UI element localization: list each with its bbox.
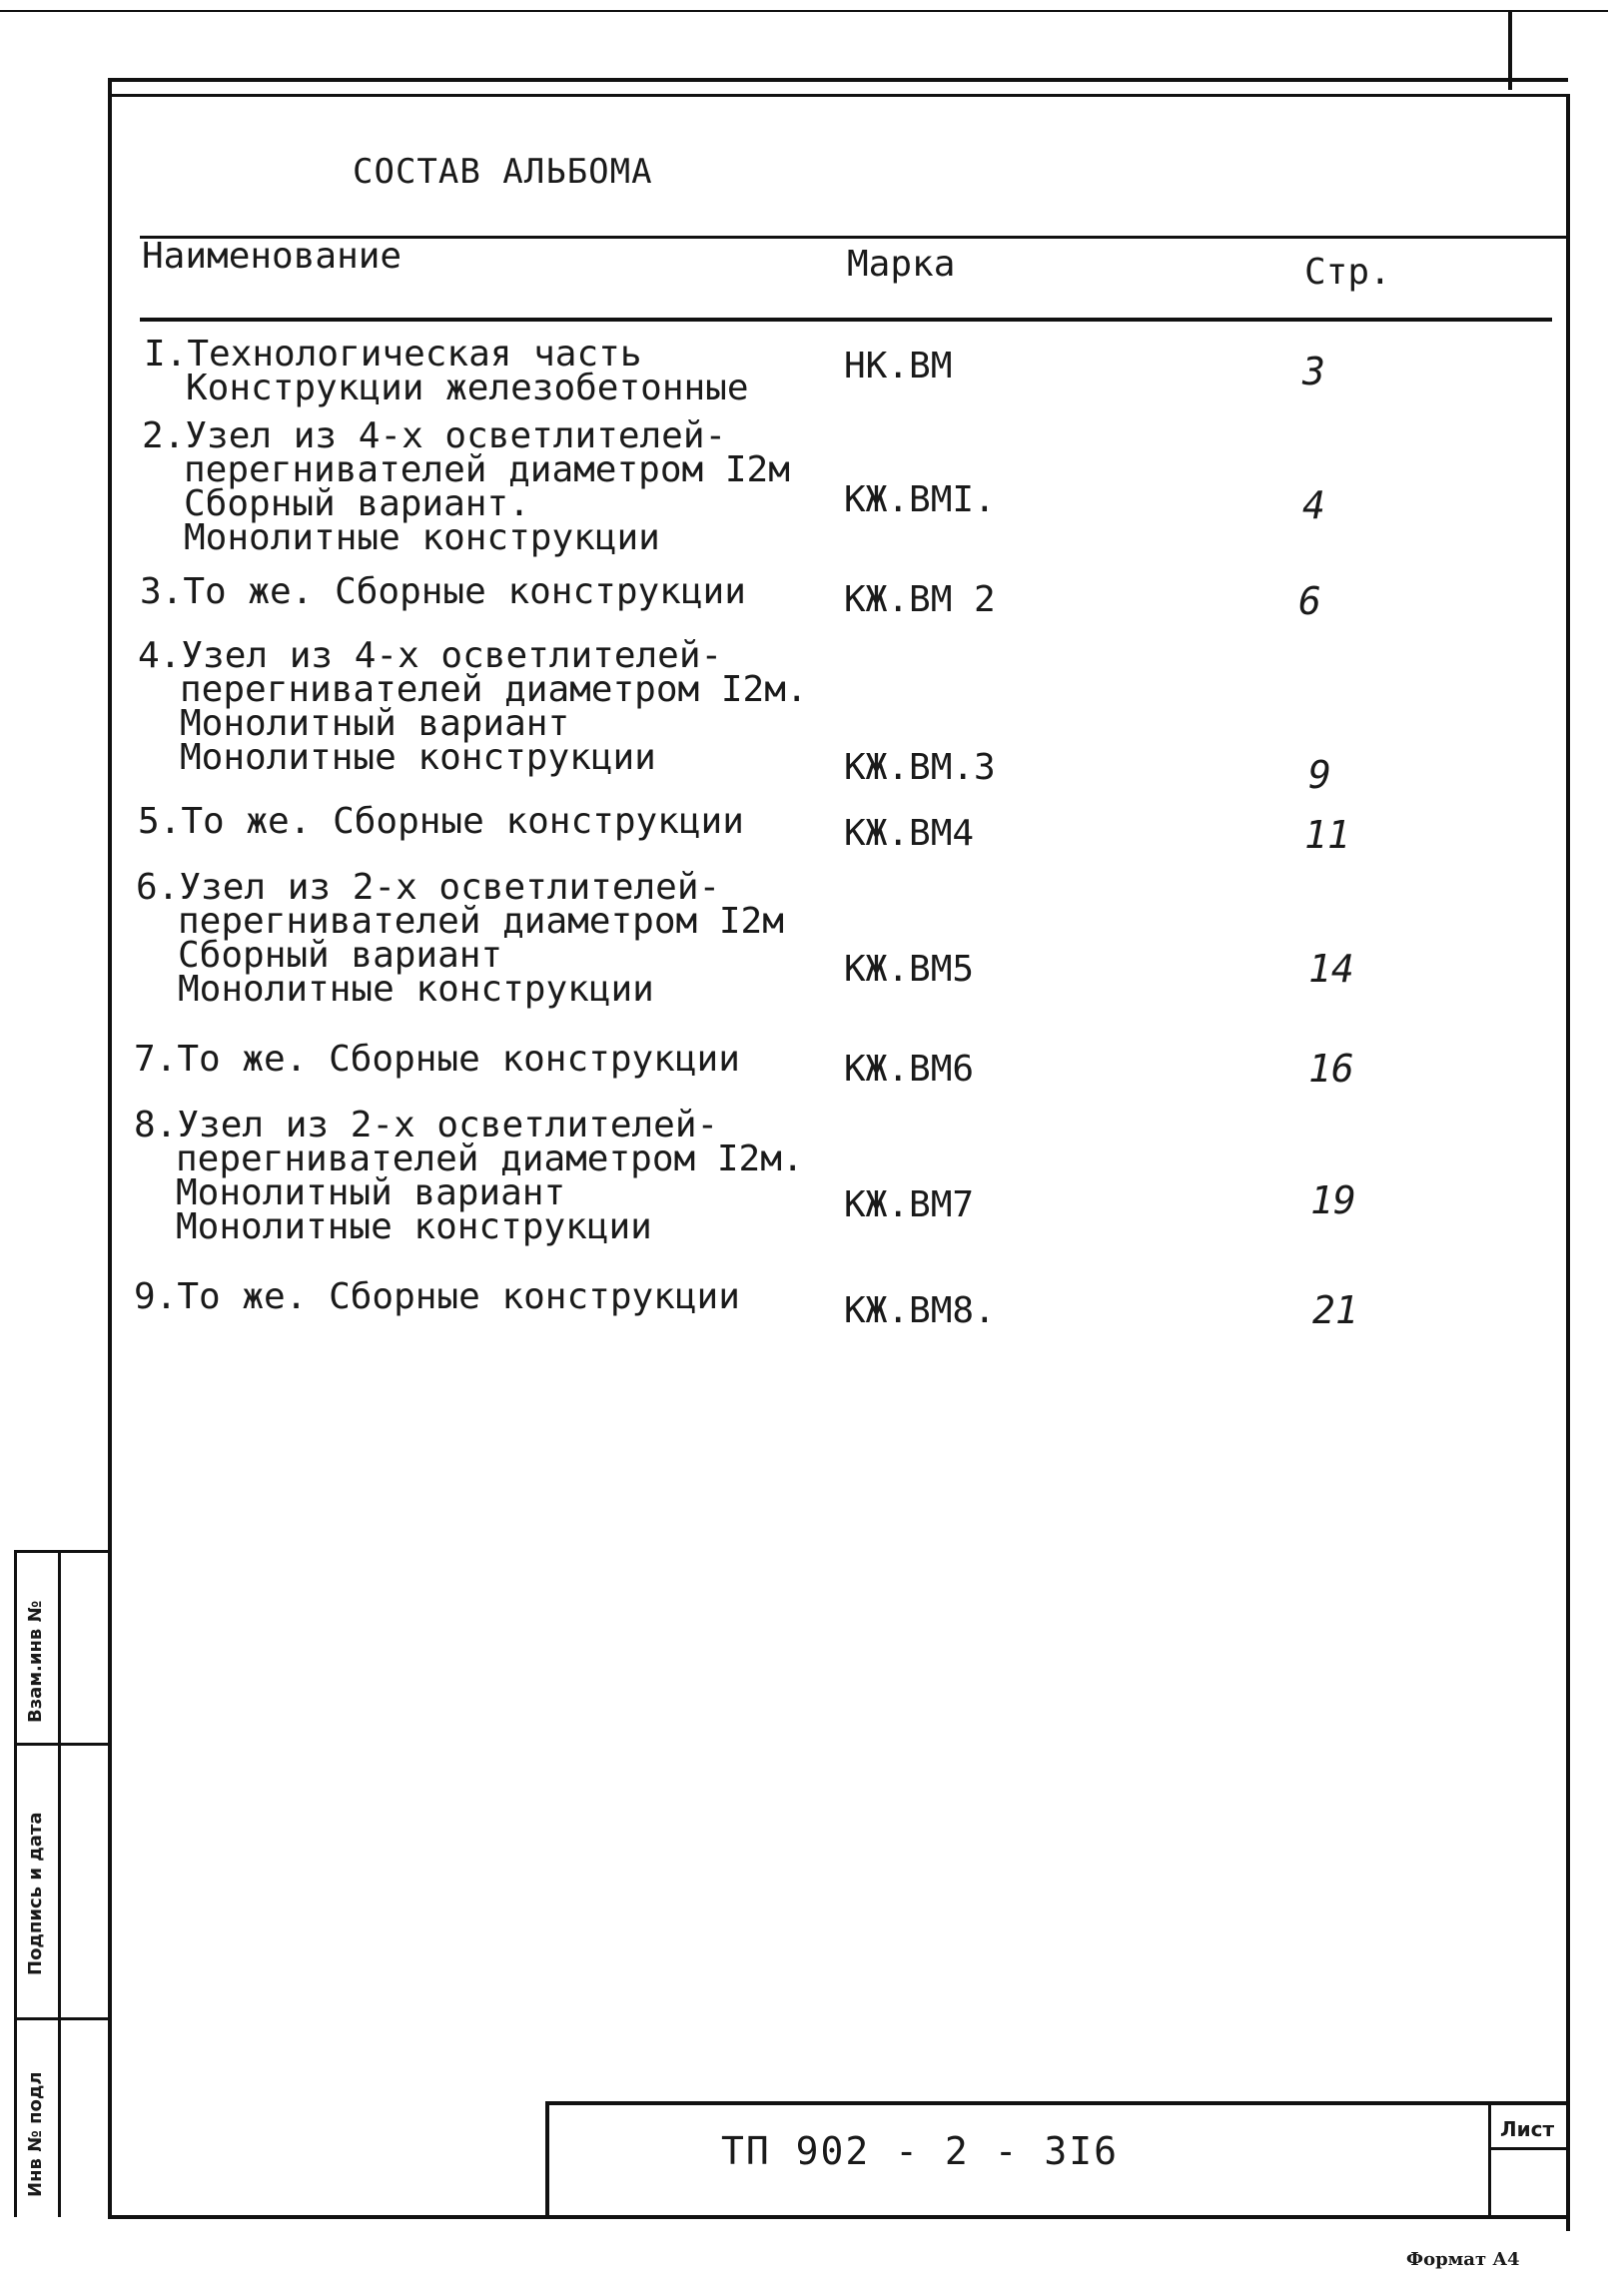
item-name-line: 9.То же. Сборные конструкции <box>134 1276 740 1317</box>
item-name-line: 5.То же. Сборные конструкции <box>138 801 744 842</box>
item-mark: КЖ.ВМ6 <box>844 1049 975 1090</box>
column-header-name: Наименование <box>142 236 403 277</box>
item-name <box>136 867 784 1010</box>
side-label-replacement-inventory: Взам.инв № <box>25 1600 46 1723</box>
item-mark: КЖ.ВМ5 <box>844 949 975 990</box>
item-page: 19 <box>1310 1178 1356 1222</box>
item-name-line: перегнивателей диаметром I2м. <box>180 669 808 710</box>
item-name-line: перегнивателей диаметром I2м <box>184 449 790 490</box>
column-header-page: Стр. <box>1304 252 1391 293</box>
item-name-line: Сборный вариант <box>178 935 503 976</box>
frame-right <box>1566 94 1570 2231</box>
item-name <box>134 1276 740 1317</box>
item-mark: КЖ.ВМI. <box>844 479 996 520</box>
item-name <box>142 415 790 558</box>
side-stamp-div-1 <box>14 1743 110 1746</box>
item-mark: НК.ВМ <box>844 346 953 386</box>
sheet-label: Лист <box>1500 2117 1555 2141</box>
item-name <box>134 1039 740 1080</box>
item-name-line: Конструкции железобетонные <box>186 368 749 408</box>
item-name-line: Монолитные конструкции <box>178 969 654 1010</box>
item-name-line: Сборный вариант. <box>184 483 530 524</box>
side-label-signature-date: Подпись и дата <box>25 1812 46 1975</box>
column-header-mark: Марка <box>847 244 956 285</box>
format-label: Формат А4 <box>1406 2249 1520 2270</box>
frame-top-inner <box>110 94 1568 97</box>
title-block-top <box>545 2101 1568 2105</box>
side-label-original-inventory: Инв № подл <box>25 2071 46 2197</box>
item-page: 11 <box>1304 813 1350 857</box>
item-name-line: I.Технологическая часть <box>144 334 642 375</box>
item-name <box>134 1105 804 1247</box>
item-name-line: 7.То же. Сборные конструкции <box>134 1039 740 1080</box>
item-name <box>140 571 746 612</box>
item-page: 3 <box>1302 350 1325 393</box>
header-bottom-rule <box>140 318 1552 322</box>
item-name-line: перегнивателей диаметром I2м. <box>176 1138 804 1179</box>
item-name <box>138 635 808 778</box>
item-name-line: 8.Узел из 2-х осветлителей- <box>134 1105 719 1145</box>
item-name-line: Монолитные конструкции <box>176 1206 652 1247</box>
side-stamp-col-mid <box>58 1550 61 2217</box>
item-name-line: 6.Узел из 2-х осветлителей- <box>136 867 721 908</box>
title-block-left <box>545 2101 549 2217</box>
frame-left <box>108 78 112 2217</box>
item-name-line: Монолитные конструкции <box>180 737 656 778</box>
item-name-line: 2.Узел из 4-х осветлителей- <box>142 415 727 456</box>
side-stamp-div-2 <box>14 2017 110 2020</box>
item-page: 16 <box>1308 1047 1354 1091</box>
item-name-line: Монолитный вариант <box>180 703 570 744</box>
item-name-line: 3.То же. Сборные конструкции <box>140 571 746 612</box>
item-mark: КЖ.ВМ 2 <box>844 579 996 620</box>
title-block-sheet-rule <box>1488 2147 1568 2150</box>
side-stamp-top <box>14 1550 110 1553</box>
top-edge-line <box>0 10 1608 12</box>
frame-bottom <box>108 2215 1570 2219</box>
item-mark: КЖ.ВМ7 <box>844 1184 975 1225</box>
side-stamp-col-left <box>14 1550 17 2217</box>
item-page: 4 <box>1302 483 1325 527</box>
item-name-line: Монолитные конструкции <box>184 517 660 558</box>
item-name-line: 4.Узел из 4-х осветлителей- <box>138 635 723 676</box>
item-name-line: Монолитный вариант <box>176 1172 566 1213</box>
document-title: СОСТАВ АЛЬБОМА <box>353 152 653 192</box>
item-mark: КЖ.ВМ8. <box>844 1290 996 1331</box>
item-page: 6 <box>1298 579 1321 623</box>
item-name <box>144 334 749 408</box>
item-mark: КЖ.ВМ4 <box>844 813 975 854</box>
item-name <box>138 801 744 842</box>
item-mark: КЖ.ВМ.3 <box>844 747 996 788</box>
item-page: 21 <box>1312 1288 1358 1332</box>
item-name-line: перегнивателей диаметром I2м <box>178 901 784 942</box>
title-block-sheet-divider <box>1488 2105 1491 2217</box>
frame-top <box>110 78 1568 82</box>
item-page: 14 <box>1308 947 1354 991</box>
document-code: ТП 902 - 2 - 3I6 <box>721 2129 1120 2173</box>
item-page: 9 <box>1308 753 1331 797</box>
